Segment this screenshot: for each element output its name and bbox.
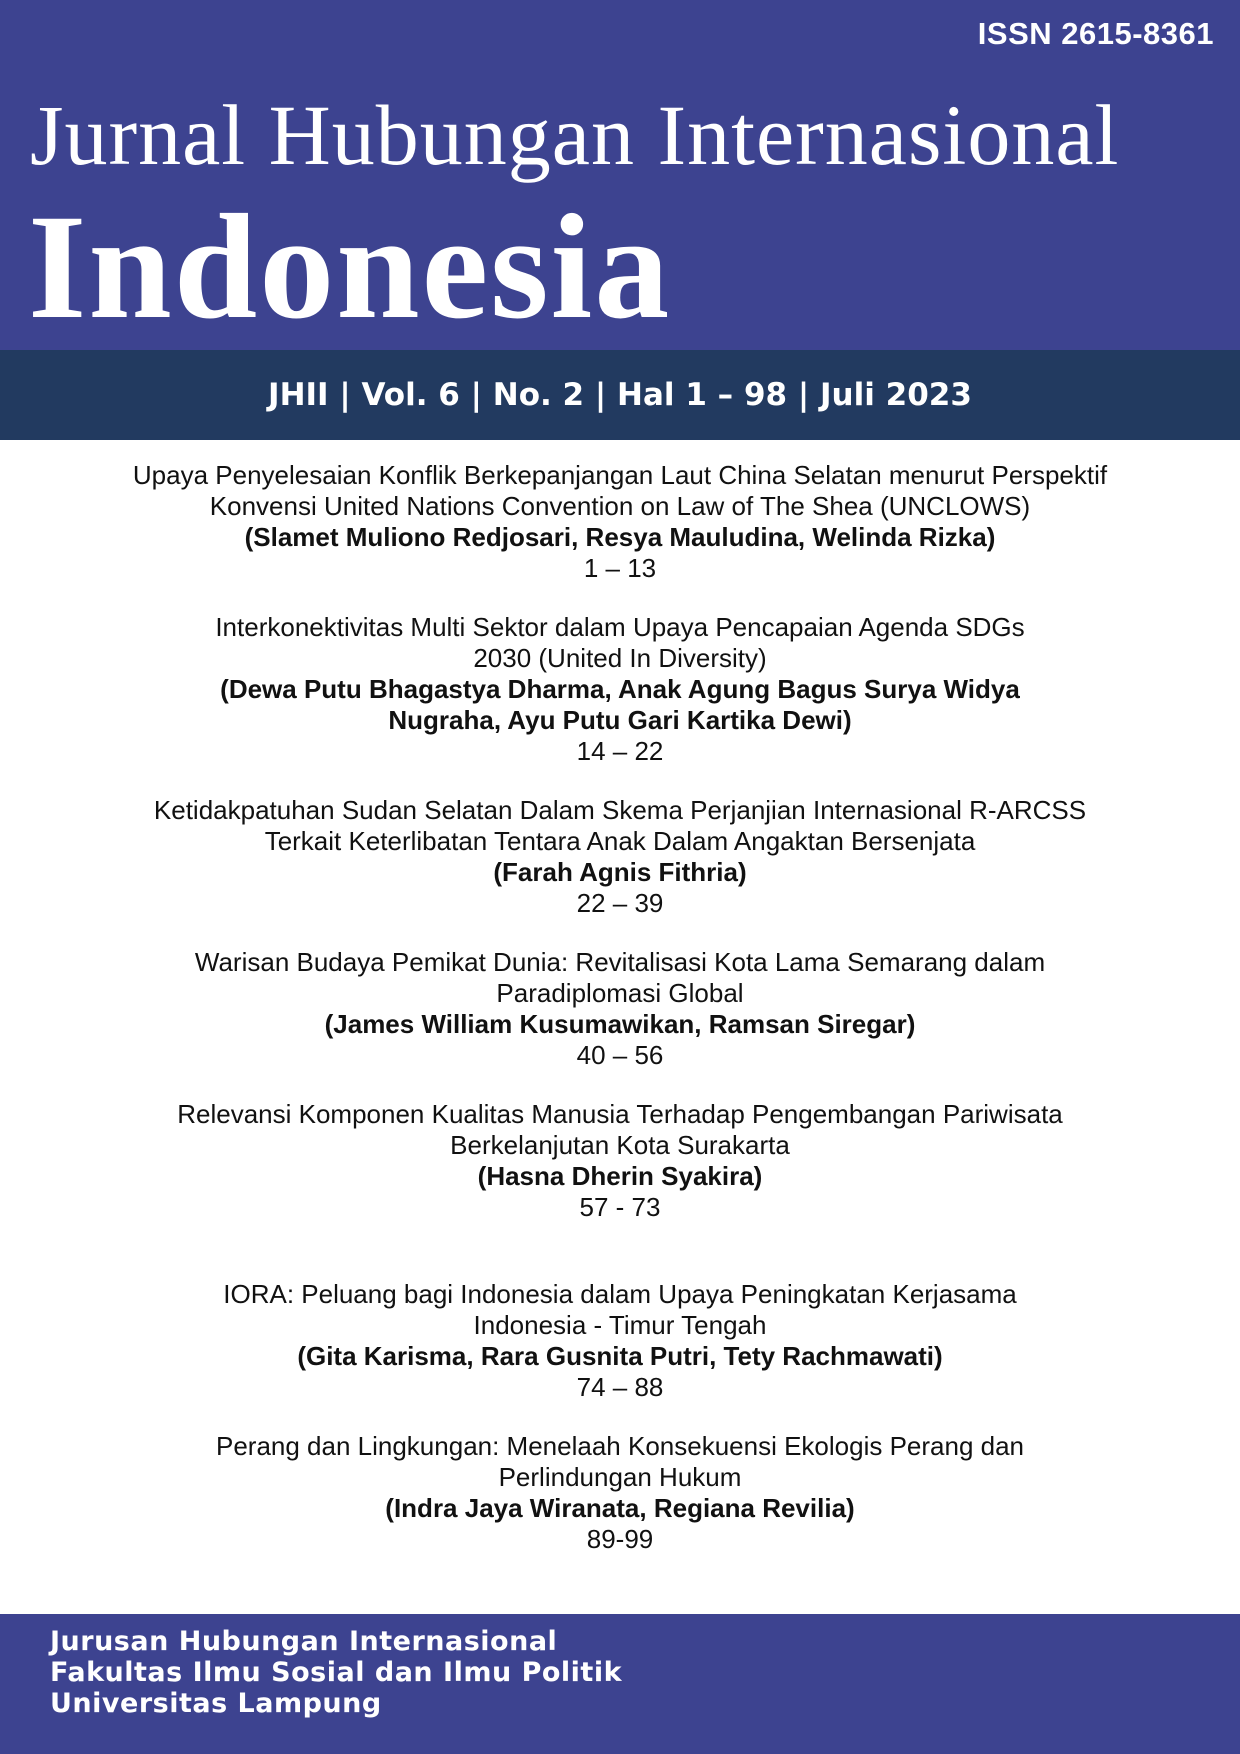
article-title: IORA: Peluang bagi Indonesia dalam Upaya Peningkatan Kerjasama Indonesia - Timur Tengah	[223, 1279, 1017, 1340]
article-pages: 22 – 39	[576, 888, 664, 918]
article-authors: (James William Kusumawikan, Ramsan Siregar)	[324, 1009, 916, 1039]
article-authors: (Gita Karisma, Rara Gusnita Putri, Tety Rachmawati)	[297, 1341, 943, 1371]
issue-info-bar	[0, 350, 1240, 440]
university-name: Universitas Lampung	[50, 1688, 382, 1719]
article-title: Warisan Budaya Pemikat Dunia: Revitalisasi Kota Lama Semarang dalam Paradiplomasi Global	[194, 947, 1046, 1008]
article-authors: (Hasna Dherin Syakira)	[477, 1161, 763, 1191]
toc-entry	[120, 1431, 1120, 1555]
article-pages: 74 – 88	[576, 1372, 664, 1402]
toc-entry	[120, 947, 1120, 1071]
toc-entry	[120, 1099, 1120, 1223]
toc-entry	[120, 612, 1120, 767]
article-title: Ketidakpatuhan Sudan Selatan Dalam Skema Perjanjian Internasional R-ARCSS Terkait Keterlibatan Tentara Anak Dalam Angaktan Bersenjata	[153, 795, 1087, 856]
article-pages: 89-99	[586, 1524, 654, 1554]
journal-title-line1: Jurnal Hubungan Internasional	[30, 87, 1120, 183]
article-title: Upaya Penyelesaian Konflik Berkepanjangan Laut China Selatan menurut Perspektif Konvensi United Nations Convention on Law of The Shea (UNCLOWS)	[132, 460, 1108, 521]
article-pages: 1 – 13	[583, 553, 657, 583]
article-authors: (Dewa Putu Bhagastya Dharma, Anak Agung Bagus Surya Widya Nugraha, Ayu Putu Gari Kartika Dewi)	[220, 674, 1020, 735]
article-authors: (Farah Agnis Fithria)	[493, 857, 747, 887]
article-title: Perang dan Lingkungan: Menelaah Konsekuensi Ekologis Perang dan Perlindungan Hukum	[215, 1431, 1025, 1492]
issue-info: JHII | Vol. 6 | No. 2 | Hal 1 – 98 | Juli 2023	[268, 377, 972, 413]
article-title: Relevansi Komponen Kualitas Manusia Terhadap Pengembangan Pariwisata Berkelanjutan Kota Surakarta	[177, 1099, 1063, 1160]
article-authors: (Slamet Muliono Redjosari, Resya Mauludina, Welinda Rizka)	[244, 522, 996, 552]
article-pages: 40 – 56	[576, 1040, 664, 1070]
department-name: Jurusan Hubungan Internasional	[50, 1626, 558, 1657]
article-authors: (Indra Jaya Wiranata, Regiana Revilia)	[385, 1493, 855, 1523]
toc-entry	[120, 460, 1120, 584]
article-pages: 57 - 73	[579, 1192, 661, 1222]
cover-header	[0, 0, 1240, 350]
table-of-contents	[120, 460, 1120, 1583]
issn-number: ISSN 2615-8361	[977, 16, 1214, 51]
toc-entry	[120, 795, 1120, 919]
article-title: Interkonektivitas Multi Sektor dalam Upaya Pencapaian Agenda SDGs 2030 (United In Diversity)	[215, 612, 1025, 673]
toc-entry	[120, 1279, 1120, 1403]
publisher-info	[50, 1626, 622, 1719]
journal-title-line2: Indonesia	[28, 184, 672, 350]
article-pages: 14 – 22	[576, 736, 664, 766]
faculty-name: Fakultas Ilmu Sosial dan Ilmu Politik	[50, 1657, 623, 1688]
publisher-footer	[0, 1614, 1240, 1754]
